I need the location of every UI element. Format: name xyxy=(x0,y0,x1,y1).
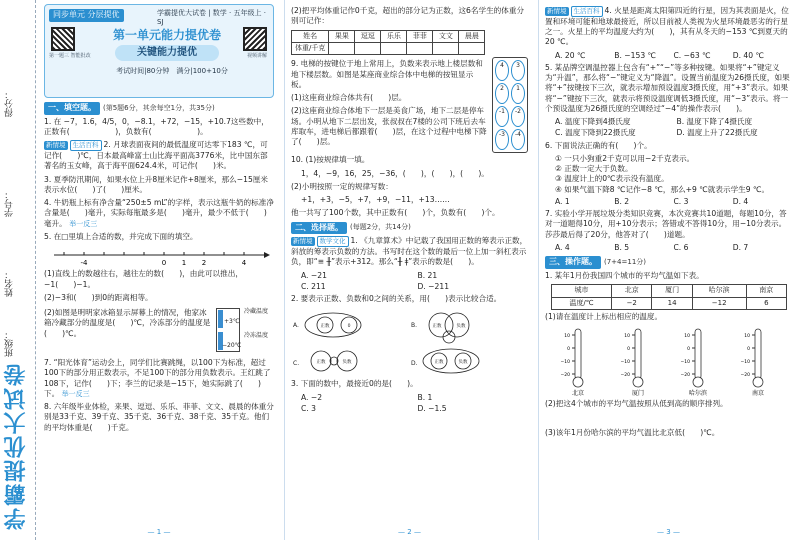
elevator-button[interactable]: -4 xyxy=(511,129,525,150)
series-name: 学霸提优大试卷 | 数学 · 五年级上 · SJ xyxy=(157,9,266,27)
sequence: +1，+3，−5，+7，+9，−11，+13…… xyxy=(301,195,450,205)
options xyxy=(555,117,792,139)
page-3 xyxy=(538,0,798,540)
option[interactable]: C. 温度下降到22摄氏度 xyxy=(555,128,636,138)
context-badge: 数学文化 xyxy=(317,236,349,247)
option[interactable]: D. 40 ℃ xyxy=(732,50,765,60)
answer-space[interactable] xyxy=(545,412,792,426)
thermo-city-label: 哈尔滨 xyxy=(688,390,708,398)
list-item: ④ 如果气温下降8 ℃记作−8 ℃，那么+9 ℃就表示学生9 ℃。 xyxy=(555,184,770,194)
question-text: 4. 牛奶瓶上标有净含量“250±5 mL”的字样，表示这瓶牛奶的标准净含量是( )毫升，实际每瓶最多是( )毫升，最少不低于( )毫升。 xyxy=(44,198,274,228)
numline-label: 1 xyxy=(181,259,187,268)
context-badge: 生活百科 xyxy=(70,140,102,151)
question xyxy=(44,198,274,229)
list-item: ③ 温度计上的0℃表示没有温度。 xyxy=(555,174,669,184)
venn-label: 正数 xyxy=(434,360,444,366)
question: 7. 实验小学开展垃圾分类知识竞赛，本次竞赛共10道题，每题10分，答对一道题得10分，用+10分表示；答错或不答得10分，用−10分表示。莎莎最后得了20分，他答对了( )道题。 xyxy=(545,209,787,239)
elevator-button[interactable]: 2 xyxy=(495,83,509,104)
table-row-label: 体重/千克 xyxy=(292,42,329,54)
fridge-question xyxy=(44,306,274,356)
thermo-tick-label: −10 xyxy=(740,360,750,366)
table-header: 逗逗 xyxy=(355,30,381,42)
question-text: 7. “阳光体育”运动会上，同学们比赛跳绳，以100下为标准，超过100下的部分用正数表示，不足100下的部分用负数表示。王红跳了108下，记作( )下；李兰的记录是−15下，她实际跳了( )下。 xyxy=(44,358,271,398)
page-number: — 3 — xyxy=(657,527,680,536)
question xyxy=(545,6,792,48)
option: A. xyxy=(293,322,299,330)
page-title: 第一单元能力提优卷 xyxy=(112,28,221,42)
option[interactable]: D. −1.5 xyxy=(417,403,447,413)
option[interactable]: D. 温度上升了22摄氏度 xyxy=(676,128,758,138)
table-header: 文文 xyxy=(433,30,459,42)
table-cell: 6 xyxy=(746,297,786,309)
option[interactable]: B. 1 xyxy=(417,392,433,402)
venn-label: 正数 xyxy=(316,360,326,366)
elevator-panel xyxy=(492,57,528,153)
option[interactable]: A. −2 xyxy=(301,392,323,402)
question xyxy=(291,236,528,267)
answer-cell[interactable] xyxy=(433,42,459,54)
numline-label: 4 xyxy=(241,259,247,268)
section-tip: (7+4=11分) xyxy=(604,257,647,266)
thermo-tick-label: −10 xyxy=(560,360,570,366)
elevator-button[interactable]: 3 xyxy=(511,60,525,81)
elevator-button[interactable]: -1 xyxy=(495,106,509,127)
thermo-tick-label: −20 xyxy=(740,373,750,379)
thermo-city-label: 南京 xyxy=(751,390,765,398)
venn-label: 负数 xyxy=(342,360,352,366)
answer-cell[interactable] xyxy=(329,42,355,54)
page-number: — 1 — xyxy=(147,527,171,536)
freeze-label: 冷冻温度 xyxy=(244,332,269,339)
table-cell: 14 xyxy=(652,297,692,309)
numline-label: -4 xyxy=(80,259,88,268)
numline-label: 2 xyxy=(201,259,207,268)
option[interactable]: C. 211 xyxy=(301,281,326,291)
table-cell: −12 xyxy=(692,297,746,309)
question: (1)直线上的数越往右，越往左的数( )，由此可以推出，−1( )−1。 xyxy=(44,269,243,289)
qr-code-icon[interactable] xyxy=(243,27,267,51)
option[interactable]: B. 温度下降了4摄氏度 xyxy=(676,117,753,127)
question: 10. (1)按规律填一填。 xyxy=(291,155,370,165)
score-label: 得分： xyxy=(5,90,15,117)
context-badge: 新情境 xyxy=(293,237,313,246)
table-header: 南京 xyxy=(746,285,786,297)
thermo-tick-label: 10 xyxy=(684,334,690,340)
question: (2)把平均体重记作0千克，超出的部分记为正数，这6名学生的体重分别可记作： xyxy=(291,6,525,26)
student-id-label: 学号： xyxy=(5,190,15,217)
page-1 xyxy=(38,0,280,540)
number-line xyxy=(44,245,274,267)
table-header: 果果 xyxy=(329,30,355,42)
option[interactable]: A. 1 xyxy=(555,196,570,206)
statement-list xyxy=(555,154,792,195)
table-header: 菲菲 xyxy=(407,30,433,42)
option[interactable]: A. 20 ℃ xyxy=(555,50,586,60)
thermo-city-label: 厦门 xyxy=(631,390,645,398)
answer-cell[interactable] xyxy=(381,42,407,54)
question: 他一共写了100个数，其中正数有( )个，负数有( )个。 xyxy=(291,208,500,218)
city-temperature-table xyxy=(551,284,787,310)
hint-link[interactable]: 举一反三 xyxy=(69,219,98,228)
exam-meta: 考试时间|80分钟 满分|100+10分 xyxy=(116,67,228,75)
question: (2)把这4个城市的平均气温按照从低到高的顺序排列。 xyxy=(545,399,728,409)
section-tip: (第5题6分，其余每空1分，共35分) xyxy=(103,103,215,112)
thermo-tick-label: 0 xyxy=(747,347,750,353)
thermo-city-label: 北京 xyxy=(571,390,585,398)
series-tag: 同步单元 分层提优 xyxy=(49,9,124,22)
table-header: 晨晨 xyxy=(459,30,485,42)
venn-label: 负数 xyxy=(458,360,468,366)
venn-label: 0 xyxy=(347,324,351,330)
thermo-tick-label: 0 xyxy=(567,347,570,353)
numline-label: 0 xyxy=(161,259,167,268)
context-badge: 新情境 xyxy=(547,7,567,15)
options xyxy=(301,393,528,415)
question: 5. 某品牌空调温控器上包含有“+”“−”等多种按键。如果将“+”键定义为“升温”，那么将“−”键定义为“降温”。设置当前温度为26摄氏度，如果将“+”按键按下三次，就表示增加预设温度3摄氏度，用“+3”表示。如果将“−”键按下三次，就表示将预设温度调低3摄氏度，用“−3”表示。将一个预设温度为26摄氏度的空调经过“−4”的操作表示( )。 xyxy=(545,62,790,113)
elevator-button[interactable]: -3 xyxy=(495,129,509,150)
table-header: 哈尔滨 xyxy=(692,285,746,297)
exam-header xyxy=(44,4,274,98)
question: 3. 下面的数中，最接近0的是( )。 xyxy=(291,379,418,389)
binding-sidebar xyxy=(0,0,36,540)
thermo-tick-label: −20 xyxy=(620,373,630,379)
question: 3. 夏季防汛期间，如果水位上升8厘米记作+8厘米，那么−15厘米表示水位( )了( )厘米。 xyxy=(44,174,268,194)
name-label: 姓名： xyxy=(5,270,15,297)
table-header: 乐乐 xyxy=(381,30,407,42)
answer-cell[interactable] xyxy=(407,42,433,54)
section-tip: (每题2分，共14分) xyxy=(350,223,411,232)
option: D. xyxy=(411,360,418,368)
thermo-tick-label: 10 xyxy=(744,334,750,340)
question: (1)请在温度计上标出相应的温度。 xyxy=(545,311,663,321)
cold-label: 冷藏温度 xyxy=(244,308,269,315)
sequence: 1，4，−9，16，25，−36，( )，( )，( )。 xyxy=(301,168,489,178)
cold-value: +3℃ xyxy=(224,318,240,325)
question: 2. 要表示正数、负数和0之间的关系，用( )表示比较合适。 xyxy=(291,294,502,304)
elevator-button[interactable]: 1 xyxy=(511,83,525,104)
thermo-tick-label: −10 xyxy=(620,360,630,366)
option[interactable]: C. 3 xyxy=(301,403,316,413)
question-text: 4. 火星是距离太阳第四近的行星，因为其表面是火，位置和环境可能和地球最接近，所以目前被人类视为火星环境最恶劣的行星之一。火星上的平均温度大约为( )，其有从冬天的−153 ℃到夏天的20 ℃。 xyxy=(545,6,789,47)
thermo-tick-label: 10 xyxy=(564,334,570,340)
elevator-button[interactable]: 4 xyxy=(495,60,509,81)
option[interactable]: C. 3 xyxy=(673,196,689,206)
page-2 xyxy=(284,0,534,540)
thermometer-icon[interactable] xyxy=(681,329,708,397)
question: 1. 某年1月份我国四个城市的平均气温如下表。 xyxy=(545,270,704,280)
option[interactable]: D. −211 xyxy=(417,281,450,291)
options xyxy=(301,271,528,293)
qr-caption-right: 视频讲解 xyxy=(246,53,267,59)
page-subtitle: 关键能力提优 xyxy=(115,45,219,61)
venn-options xyxy=(291,307,528,377)
table-header: 姓名 xyxy=(292,30,329,42)
thermo-tick-label: −20 xyxy=(560,373,570,379)
venn-label: 正数 xyxy=(432,324,442,330)
section-header xyxy=(44,102,274,115)
qr-code-icon[interactable] xyxy=(51,27,75,51)
thermometers xyxy=(545,325,792,397)
thermo-tick-label: 10 xyxy=(624,334,630,340)
option[interactable]: D. 4 xyxy=(732,196,749,206)
option: B. xyxy=(411,322,418,330)
section-header xyxy=(291,222,528,235)
elevator-question xyxy=(291,57,528,153)
elevator-button[interactable]: -2 xyxy=(511,106,525,127)
list-item: ① 一只小狗重2千克可以用−2千克表示。 xyxy=(555,153,695,163)
thermo-tick-label: −10 xyxy=(680,360,690,366)
table-header: 北京 xyxy=(612,285,652,297)
option[interactable]: B. 21 xyxy=(417,270,438,280)
context-badge: 新情境 xyxy=(46,141,66,150)
question: (1)这座商业综合体共有( )层。 xyxy=(291,93,407,103)
table-row-label: 温度/℃ xyxy=(552,297,612,309)
question: (3)该年1月份哈尔滨的平均气温比北京低( )℃。 xyxy=(545,428,720,438)
class-label: 班级： xyxy=(5,330,15,357)
fridge-display xyxy=(216,306,274,356)
option[interactable]: B. −153 ℃ xyxy=(614,50,657,60)
option[interactable]: A. 温度下降到4摄氏度 xyxy=(555,117,631,127)
thermometer-icon[interactable] xyxy=(621,329,645,397)
question: (2)这座商业综合体地下一层是美食广场，地下二层是停车场。小明从地下二层出发，张叔叔在7楼的公司下班后去车库取车，进电梯后都跟着( )层，在这个过程中电梯下降了( )层。 xyxy=(291,106,487,147)
qr-caption-left: 第一题三 智能批改 xyxy=(49,53,91,59)
thermometer-icon[interactable] xyxy=(561,329,585,397)
answer-cell[interactable] xyxy=(459,42,485,54)
section-tag: 三、操作题。 xyxy=(545,256,601,269)
options xyxy=(555,51,792,61)
section-header xyxy=(545,256,792,269)
question: 8. 六年级毕业体检，来果、逗逗、乐乐、菲菲、文文、晨晨的体重分别是33千克、39千克、35千克、36千克、38千克、35千克。他们的平均体重是( )千克。 xyxy=(44,402,274,432)
thermo-tick-label: 0 xyxy=(627,347,630,353)
option[interactable]: B. 2 xyxy=(614,196,630,206)
table-cell: −2 xyxy=(612,297,652,309)
freeze-value: −20℃ xyxy=(222,342,242,349)
thermometer-icon[interactable] xyxy=(741,329,765,397)
cold-bar xyxy=(218,310,223,328)
answer-cell[interactable] xyxy=(355,42,381,54)
options xyxy=(555,197,792,207)
context-badge: 生活百科 xyxy=(571,6,603,17)
question: (2)小明按照一定的规律写数： xyxy=(291,181,393,191)
question xyxy=(44,358,274,399)
page-number: — 2 — xyxy=(398,527,421,536)
list-item: ② 正数一定大于负数。 xyxy=(555,164,633,174)
question: 9. 电梯的按键位于地上常用上，负数来表示地上楼层数和地下楼层数。如图是某座商业综合体中电梯的按钮显示板。 xyxy=(291,59,483,89)
question: 1. 在 −7，1.6，4/5，0，−8.1，+72，−15，+10.7这些数中，正数有( )，负数有( )。 xyxy=(44,116,269,137)
question xyxy=(44,140,274,171)
option[interactable]: C. 6 xyxy=(673,242,689,252)
thermo-tick-label: 0 xyxy=(687,347,690,353)
question-text: 2. 月球表面夜间的最低温度可达零下183 ℃，可记作( )℃，日本最高峰富士山比海平面高3776米，比中国东部著名的玉女峰，高于海平面624.4米，可记作( )米。 xyxy=(44,140,268,171)
question: (2)如图是明明家冰箱显示屏幕上的情况，他家冰箱冷藏部分的温度是( )℃，冷冻部分的温度是( )℃。 xyxy=(44,308,211,338)
options xyxy=(555,243,792,253)
option[interactable]: A. 4 xyxy=(555,242,570,252)
question: 5. 在□里填上合适的数，并完成下面的填空。 xyxy=(44,232,198,241)
venn-label: 正数 xyxy=(320,324,330,330)
option: C. xyxy=(293,360,300,368)
section-tag: 一、填空题。 xyxy=(44,102,100,115)
table-header: 厦门 xyxy=(652,285,692,297)
question-text: 1. 《九章算术》中记载了我国用正数的筹表示正数，斜放的筹表示负数的方法。书写时在这个数的最后一位上加一斜杠表示负，即“≡ ╫”表示+312。那么“╫ ǂ”表示的数是( )。 xyxy=(291,236,528,267)
hint-link[interactable]: 举一反三 xyxy=(61,389,90,398)
section-tag: 二、选择题。 xyxy=(291,222,347,235)
venn-label: 负数 xyxy=(456,324,466,330)
option[interactable]: A. −21 xyxy=(301,270,327,280)
question: (2)−3和( )到0的距离相等。 xyxy=(44,292,153,302)
question: 6. 下面说法正确的有( )个。 xyxy=(545,140,652,150)
thermo-tick-label: −20 xyxy=(680,373,690,379)
brand-logo-text: 学霸提优大试卷 xyxy=(3,362,29,530)
option[interactable]: B. 5 xyxy=(614,242,630,252)
table-header: 城市 xyxy=(552,285,612,297)
weight-table xyxy=(291,30,485,56)
option[interactable]: C. −63 ℃ xyxy=(673,50,711,60)
option[interactable]: D. 7 xyxy=(732,242,749,252)
